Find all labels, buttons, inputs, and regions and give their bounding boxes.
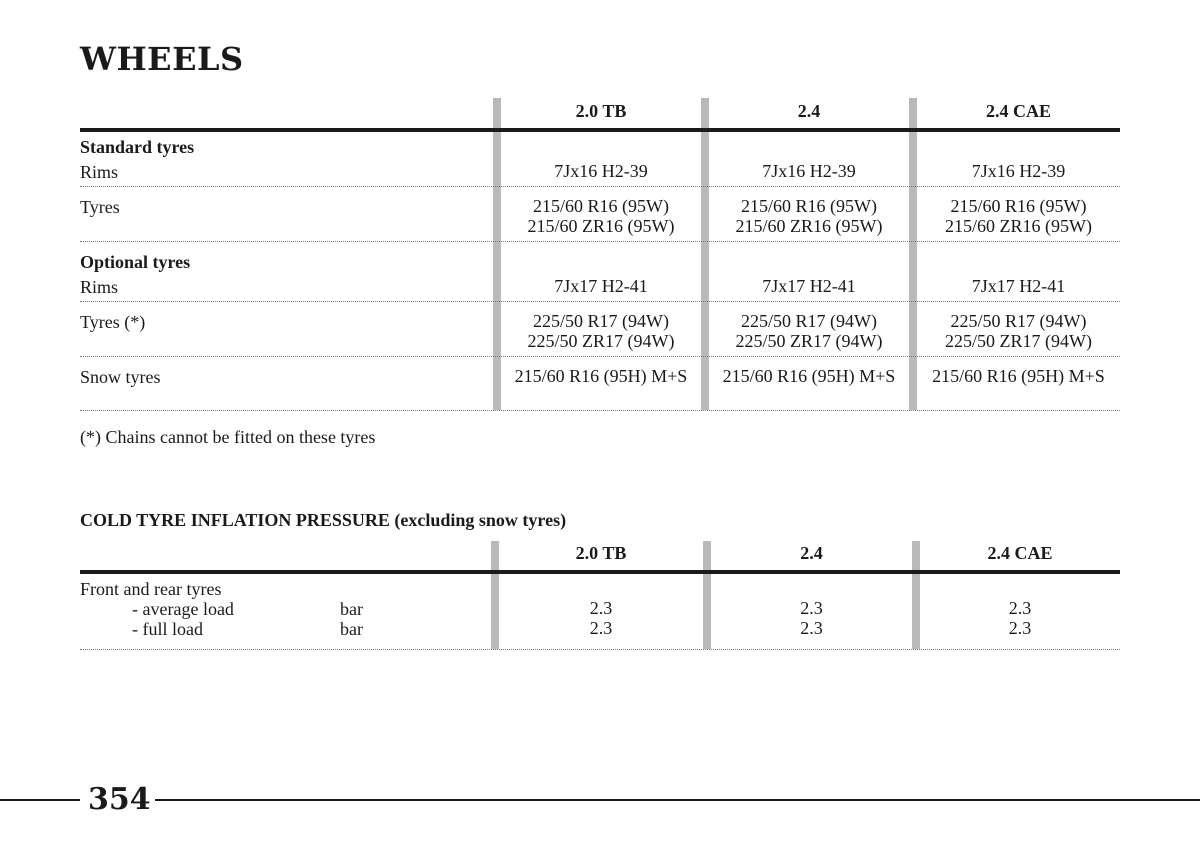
unit-label: bar	[340, 619, 363, 639]
cell: 225/50 R17 (94W)	[533, 311, 669, 331]
cell: 2.3	[800, 618, 823, 638]
column-header: 2.0 TB	[575, 543, 627, 563]
footer-rule	[0, 799, 80, 801]
row-label: - average load	[132, 599, 234, 619]
column-divider	[909, 98, 917, 410]
page-number: 354	[88, 782, 151, 817]
cell: 215/60 R16 (95H) M+S	[514, 366, 688, 386]
row-label: - full load	[132, 619, 203, 639]
column-header: 2.4 CAE	[985, 101, 1051, 121]
header-rule	[80, 570, 1120, 574]
cell: 7Jx17 H2-41	[762, 276, 856, 296]
header-rule	[80, 128, 1120, 132]
column-header: 2.0 TB	[575, 101, 627, 121]
cell: 215/60 ZR16 (95W)	[527, 216, 675, 236]
row-label: Tyres	[80, 197, 120, 217]
cell: 225/50 R17 (94W)	[741, 311, 877, 331]
column-header: 2.4	[800, 543, 823, 563]
section-heading: COLD TYRE INFLATION PRESSURE (excluding snow tyres)	[80, 510, 567, 530]
cell: 215/60 ZR16 (95W)	[735, 216, 883, 236]
cell: 215/60 R16 (95H) M+S	[722, 366, 896, 386]
cell: 2.3	[589, 598, 613, 618]
row-label: Snow tyres	[80, 367, 161, 387]
cell: 215/60 R16 (95W)	[533, 196, 669, 216]
cell: 2.3	[800, 598, 823, 618]
cell: 7Jx16 H2-39	[971, 161, 1066, 181]
row-divider	[80, 356, 1120, 357]
cell: 2.3	[1008, 618, 1032, 638]
row-divider	[80, 649, 1120, 650]
cell: 225/50 ZR17 (94W)	[945, 331, 1092, 351]
cell: 215/60 R16 (95W)	[950, 196, 1087, 216]
cell: 2.3	[1008, 598, 1032, 618]
column-divider	[703, 541, 711, 649]
row-label: Tyres (*)	[80, 312, 146, 332]
section-heading: Standard tyres	[80, 137, 195, 157]
column-divider	[493, 98, 501, 410]
column-header: 2.4 CAE	[987, 543, 1053, 563]
row-divider	[80, 410, 1120, 411]
row-divider	[80, 301, 1120, 302]
section-heading: Optional tyres	[80, 252, 191, 272]
cell: 215/60 R16 (95W)	[741, 196, 877, 216]
column-divider	[912, 541, 920, 649]
cell: 215/60 R16 (95H) M+S	[932, 366, 1105, 386]
page-title: WHEELS	[80, 40, 244, 78]
row-label: Front and rear tyres	[80, 579, 222, 599]
footnote: (*) Chains cannot be fitted on these tyres	[80, 427, 376, 447]
column-divider	[491, 541, 499, 649]
row-label: Rims	[80, 162, 119, 182]
cell: 7Jx16 H2-39	[554, 161, 648, 181]
row-label: Rims	[80, 277, 119, 297]
cell: 7Jx17 H2-41	[971, 276, 1066, 296]
cell: 7Jx16 H2-39	[762, 161, 856, 181]
column-divider	[701, 98, 709, 410]
cell: 215/60 ZR16 (95W)	[945, 216, 1092, 236]
row-divider	[80, 241, 1120, 242]
cell: 225/50 R17 (94W)	[950, 311, 1087, 331]
footer-rule	[155, 799, 1200, 801]
cell: 225/50 ZR17 (94W)	[735, 331, 883, 351]
row-divider	[80, 186, 1120, 187]
cell: 7Jx17 H2-41	[554, 276, 648, 296]
cell: 225/50 ZR17 (94W)	[527, 331, 675, 351]
cell: 2.3	[589, 618, 613, 638]
column-header: 2.4	[797, 101, 821, 121]
unit-label: bar	[340, 599, 363, 619]
